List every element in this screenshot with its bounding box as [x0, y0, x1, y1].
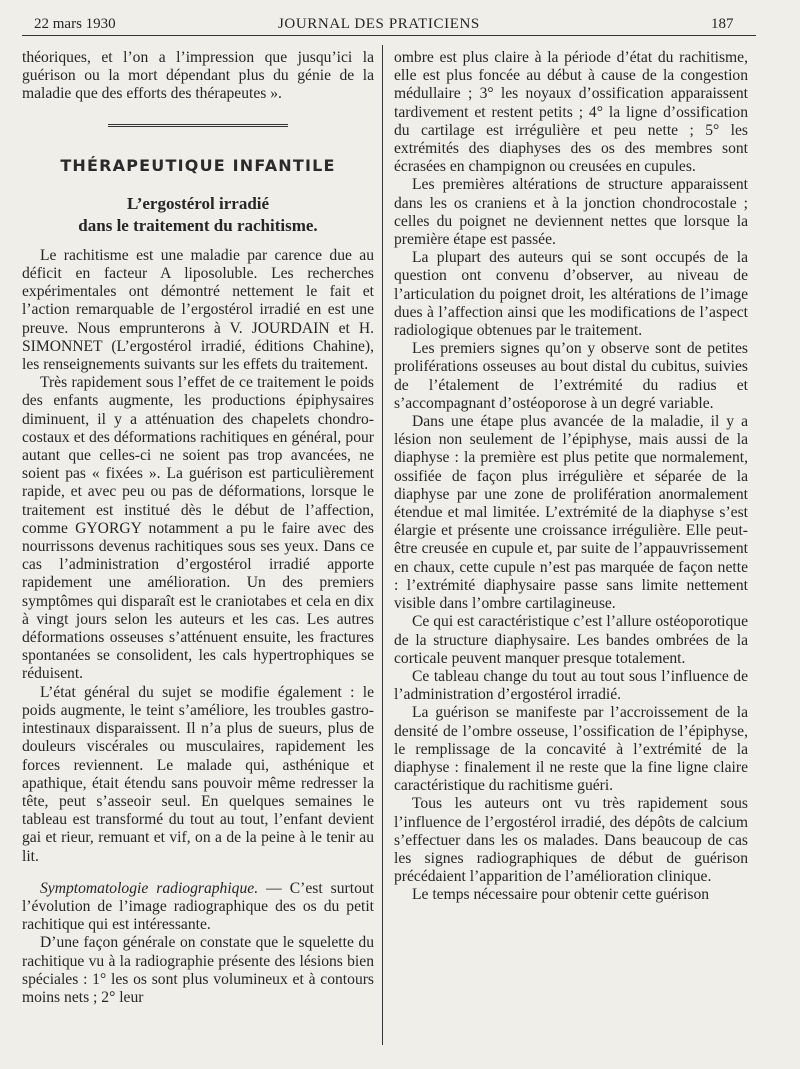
paragraph: Ce qui est caractéristique c’est l’allure ostéoporotique de la structure diaphysaire. Les bandes ombrées de la corticale peuvent manquer presque totalement.: [394, 613, 749, 667]
right-column: [394, 49, 748, 905]
paragraph: Les premières altérations de structure apparaissent dans les os craniens et à la jonction chondrocostale ; celles du poignet ne deviennent nettes que lorsque la première étape est passée.: [394, 176, 748, 249]
paragraph: Le rachitisme est une maladie par carence due au déficit en facteur A liposoluble. Les recherches expérimentales ont démontré nettement le fait et l’action remarquable de l’ergostérol irradié en est une preuve. Nous emprunterons à V. JOURDAIN et H. SIMONNET (L’ergostérol irradié, éditions Chahine), les renseignements suivants sur les effets du traitement.: [22, 246, 374, 374]
paragraph: Le temps nécessaire pour obtenir cette guérison: [412, 886, 710, 904]
paragraph: [22, 880, 374, 935]
subsection-heading: Symptomatologie radiographique.: [40, 879, 259, 897]
article-title: [22, 193, 374, 237]
article-body-left: [22, 247, 374, 1007]
paragraph: Les premiers signes qu’on y observe sont de petites proliférations osseuses au bout distal du cubitus, suivies de l’étalement de l’extrémité du radius et s’accompagnant d’ostéoporose à un degré variable.: [394, 340, 748, 412]
paragraph: Tous les auteurs ont vu très rapidement sous l’influence de l’ergostérol irradié, des dépôts de calcium s’effectuer dans les os malades. Dans beaucoup de cas les signes radiographiques de début de guérison précédaient l’apparition de l’amélioration clinique.: [394, 795, 748, 886]
intro-paragraph: théoriques, et l’on a l’impression que jusqu’ici la guérison ou la mort dépendant plus du génie de la maladie que des efforts des thérapeutes ».: [22, 49, 374, 103]
section-title: THÉRAPEUTIQUE INFANTILE: [60, 155, 336, 175]
paragraph-gap: [22, 866, 374, 880]
section-separator-rule: [108, 124, 288, 129]
article-title-line-1: L’ergostérol irradié: [126, 193, 270, 213]
header-page-number: 187: [711, 16, 734, 32]
left-column: [22, 49, 374, 1007]
paragraph: La guérison se manifeste par l’accroissement de la densité de l’ombre osseuse, l’ossification de l’épiphyse, le remplissage de la concavité à l’extrémité de la diaphyse : finalement il ne reste que la fine ligne claire caractéristique du rachitisme guéri.: [394, 704, 748, 795]
paragraph: Ce tableau change du tout au tout sous l’influence de l’administration d’ergostérol irradié.: [394, 667, 748, 704]
paragraph: Dans une étape plus avancée de la maladie, il y a lésion non seulement de l’épiphyse, mais aussi de la diaphyse : la première est plus petite que normalement, ossifiée de façon plus irrégulière et séparée de la diaphyse par une zone de prolifération anormalement étendue et mal limitée. L’extrémité de la diaphyse s’est élargie et présente une croissance irrégulière. Elle peut-être creusée en cupule et, par suite de l’appauvrissement en chaux, cette cupule n’est pas marquée de façon nette : l’extrémité diaphysaire passe sans limite nettement visible dans l’ombre cartilagineuse.: [394, 413, 748, 613]
paragraph: ombre est plus claire à la période d’état du rachitisme, elle est plus foncée au début à cause de la congestion médullaire ; 3° les noyaux d’ossification apparaissent tardivement et restent petits ; 4° la ligne d’ossification du cartilage est irrégulière et peu nette ; 5° les extrémités des diaphyses des os des membres sont écrasées en champignon ou creusées en cupules.: [394, 49, 748, 176]
paragraph: D’une façon générale on constate que le squelette du rachitique vu à la radiographie présente des lésions bien spéciales : 1° les os sont plus volumineux et à contours moins nets ; 2° leur: [22, 934, 374, 1006]
paragraph: Très rapidement sous l’effet de ce traitement le poids des enfants augmente, les productions épiphysaires diminuent, il y a atténuation des chapelets chondro-costaux et des déformations rachitiques en général, pour autant que celles-ci ne soient pas trop avancées, ne soient pas « fixées ». La guérison est particulièrement rapide, et avec peu ou pas de déformations, lorsque le traitement est institué dès le début de l’affection, comme GYORGY notamment a pu le faire avec des nourrissons devenus rachitiques sous ses yeux. Dans ce cas l’administration d’ergostérol irradié apporte rapidement une amélioration. Un des premiers symptômes qui disparaît est le craniotabes et cela en dix à vingt jours selon les auteurs et les cas. Les autres déformations osseuses s’atténuent ensuite, les fractures spontanées se consolident, les cals hypertrophiques se réduisent.: [22, 374, 374, 683]
column-divider: [382, 45, 383, 1045]
header-journal-title: JOURNAL DES PRATICIENS: [278, 16, 480, 32]
header-rule: [22, 35, 756, 36]
header-date: 22 mars 1930: [34, 16, 116, 32]
paragraph-text: — C’est surtout l’évolution de l’image radiographique des os du petit rachitique qui est intéressante.: [22, 879, 374, 934]
paragraph: La plupart des auteurs qui se sont occupés de la question ont convenu d’observer, au niveau de l’articulation du poignet droit, les altérations de l’image dues à l’affection ainsi que les modifications de l’aspect radiologique obtenues par le traitement.: [394, 249, 748, 340]
paragraph: L’état général du sujet se modifie également : le poids augmente, le teint s’améliore, les troubles gastro-intestinaux disparaissent. Il n’a plus de sueurs, plus de douleurs viscérales ou musculaires, rapidement les forces reviennent. Le malade qui, asthénique et apathique, était étendu sans pouvoir même redresser la tête, peut s’asseoir seul. En quelques semaines le tableau est transformé du tout au tout, l’enfant devient gai et rieur, remuant et vif, on a de la peine à le tenir au lit.: [22, 683, 374, 865]
article-title-line-2: dans le traitement du rachitisme.: [78, 215, 318, 235]
